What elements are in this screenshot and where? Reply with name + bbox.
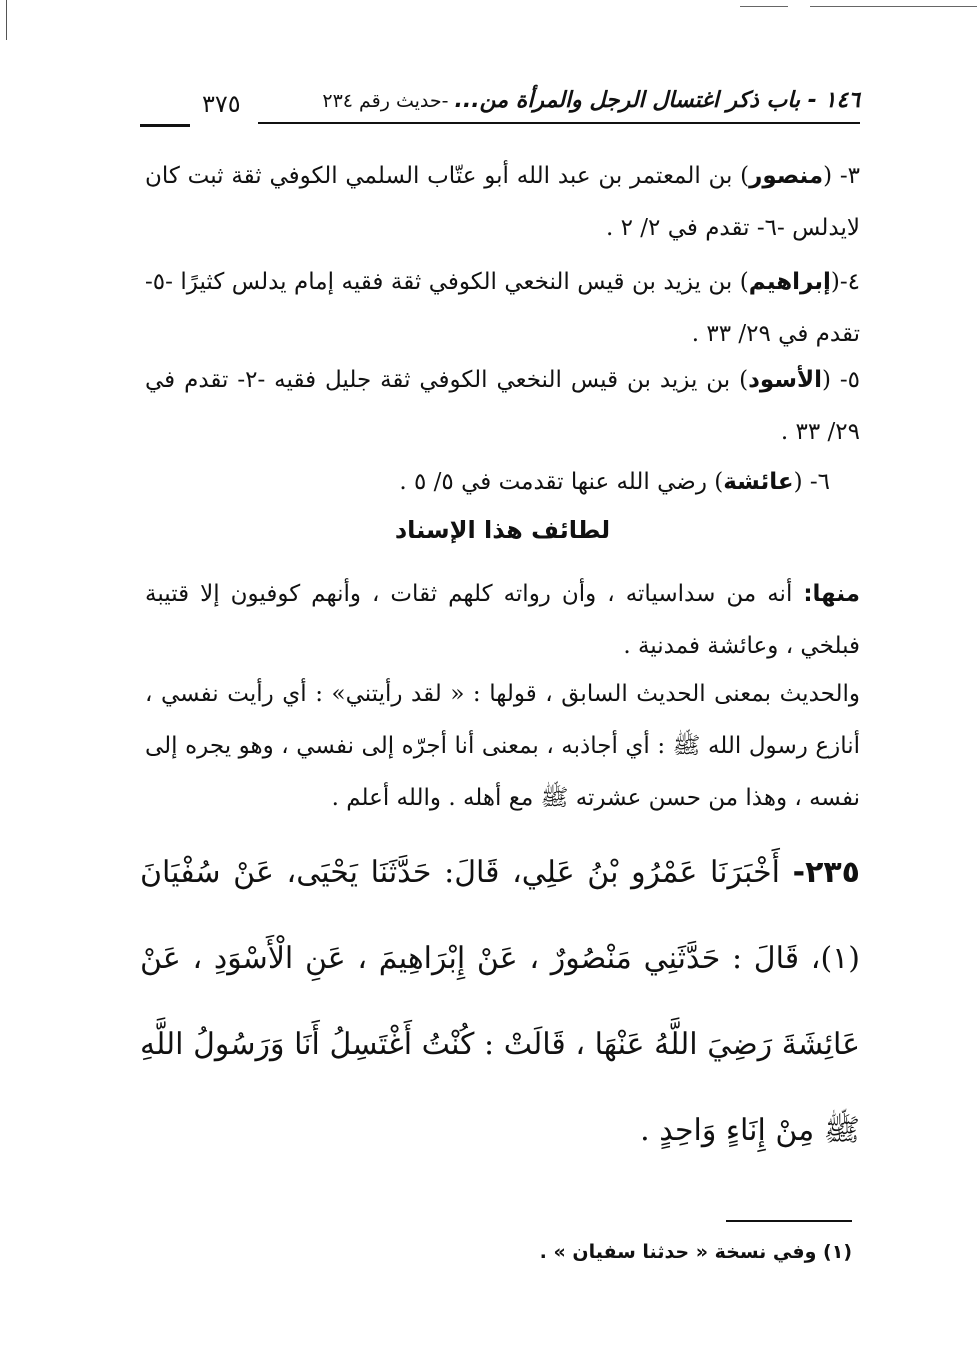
page-header: [140, 82, 860, 132]
page-number: ٣٧٥: [202, 90, 241, 118]
narrator-number: ٣- (: [823, 163, 861, 189]
narrator-name: إبراهيم: [748, 269, 831, 295]
narrator-name: عائشة: [723, 469, 794, 495]
hadith-reference: -حديث رقم ٢٣٤: [322, 90, 455, 112]
hadith-text: أَخْبَرَنَا عَمْرُو بْنُ عَلِي، قَالَ: حَدَّثَنَا يَحْيَى، عَنْ سُفْيَانَ (١)، قَالَ : حَدَّثَنِي مَنْصُورٌ ، عَنْ إِبْرَاهِيمَ ، عَنِ الْأَسْوَدِ ، عَنْ عَائِشَةَ رَضِيَ اللَّهُ عَنْهَا ، قَالَتْ : كُنْتُ أَغْتَسِلُ أَنَا وَرَسُولُ اللَّهِ ﷺ مِنْ إِنَاءٍ وَاحِدٍ .: [140, 855, 860, 1148]
narrator-number: ٦- (: [793, 469, 830, 495]
lataif-paragraph: [145, 568, 860, 672]
narrator-details: ) بن المعتمر بن عبد الله أبو عتّاب السلمي الكوفي ثقة ثبت كان لايدلس -٦- تقدم في ٢/ ٢ .: [145, 163, 860, 241]
header-rule: [140, 124, 190, 127]
footnote-rule: [726, 1220, 852, 1222]
narrator-entry: [145, 456, 860, 508]
chapter-title-text: ١٤٦ - باب ذكر اغتسال الرجل والمرأة من...: [454, 88, 860, 113]
narrator-name: منصور: [749, 163, 824, 189]
narrator-number: ٤-(: [830, 269, 860, 295]
narrator-details: ) بن يزيد بن قيس النخعي الكوفي ثقة جليل فقيه -٢- تقدم في ٢٩/ ٣٣ .: [145, 367, 860, 445]
narrator-entry: [145, 150, 860, 254]
hadith-number: ٢٣٥-: [792, 855, 860, 890]
scan-edge-top: [740, 6, 788, 7]
section-title: لطائف هذا الإسناد: [394, 516, 611, 544]
scan-edge-top: [810, 6, 977, 7]
footnote: (١) وفي نسخة « حدثنا سفيان » .: [539, 1241, 852, 1263]
hadith-text-block: [140, 830, 860, 1174]
lataif-lead: منها:: [803, 581, 860, 607]
lataif-text: أنه من سداسياته ، وأن رواته كلهم ثقات ، وأنهم كوفيون إلا قتيبة فبلخي ، وعائشة فمدنية .: [145, 581, 860, 659]
explanation-paragraph: والحديث بمعنى الحديث السابق ، قولها : « لقد رأيتني» : أي رأيت نفسي ، أنازع رسول الله ﷺ : أي أجاذبه ، بمعنى أنا أجرّه إلى نفسي ، وهو يجره إلى نفسه ، وهذا من حسن عشرته ﷺ مع أهله . والله أعلم .: [145, 681, 860, 811]
narrator-entry: [145, 354, 860, 458]
scan-edge-left: [6, 0, 7, 40]
narrator-entry: [145, 256, 860, 360]
narrator-number: ٥- (: [821, 367, 860, 393]
chapter-title: [322, 88, 860, 113]
narrator-details: ) رضي الله عنها تقدمت في ٥/ ٥ .: [399, 469, 724, 495]
narrator-name: الأسود: [748, 367, 822, 393]
header-rule: [258, 122, 860, 124]
narrator-details: ) بن يزيد بن قيس النخعي الكوفي ثقة فقيه إمام يدلس كثيرًا -٥-تقدم في ٢٩/ ٣٣ .: [145, 269, 860, 347]
